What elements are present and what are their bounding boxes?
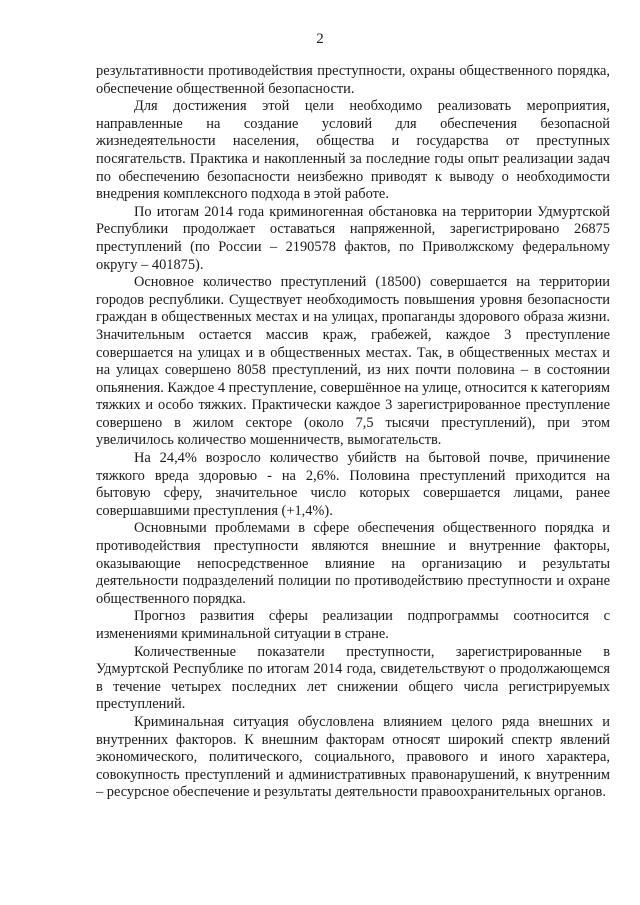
paragraph-continuation: результативности противодействия преступности, охраны общественного порядка, обеспечение общественной безопасности.	[96, 63, 610, 97]
paragraph-goal: Для достижения этой цели необходимо реализовать мероприятия, направленные на создание условий для обеспечения безопасной жизнедеятельности населения, общества и государства от преступных посягательств. Практика и накопленный за последние годы опыт реализации задач по обеспечению безопасности неизбежно приводят к выводу о необходимости внедрения комплексного подхода в этой работе.	[96, 98, 610, 203]
paragraph-quantitative-indicators: Количественные показатели преступности, зарегистрированные в Удмуртской Республике по итогам 2014 года, свидетельствуют о продолжающемся в течение четырех последних лет снижении общего числа регистрируемых преступлений.	[96, 643, 610, 713]
paragraph-forecast: Прогноз развития сферы реализации подпрограммы соотносится с изменениями криминальной ситуации в стране.	[96, 608, 610, 642]
paragraph-domestic-crimes: На 24,4% возросло количество убийств на бытовой почве, причинение тяжкого вреда здоровью - на 2,6%. Половина преступлений приходится на бытовую сферу, значительное число которых совершается лицами, ранее совершавшими преступления (+1,4%).	[96, 450, 610, 519]
paragraph-2014-results: По итогам 2014 года криминогенная обстановка на территории Удмуртской Республики продолжает оставаться напряженной, зарегистрировано 26875 преступлений (по России – 2190578 фактов, по Приволжскому федеральному округу – 401875).	[96, 203, 610, 273]
paragraph-city-crimes: Основное количество преступлений (18500) совершается на территории городов республики. Существует необходимость повышения уровня безопасности граждан в общественных местах и на улицах, пропаганды здорового образа жизни. Значительным остается массив краж, грабежей, каждое 3 преступление совершается на улицах и в общественных местах. Так, в общественных местах и на улицах совершено 8058 преступлений, из них почти половина – в состоянии опьянения. Каждое 4 преступление, совершённое на улице, относится к категориям тяжких и особо тяжких. Практически каждое 3 зарегистрированное преступление совершено в жилом секторе (около 7,5 тысячи преступлений), при этом увеличилось количество мошенничеств, вымогательств.	[96, 274, 610, 449]
document-body	[96, 63, 610, 802]
page-number: 2	[316, 31, 324, 47]
paragraph-criminal-situation: Криминальная ситуация обусловлена влиянием целого ряда внешних и внутренних факторов. К внешним факторам относят широкий спектр явлений экономического, политического, социального, правового и иного характера, совокупность преступлений и административных правонарушений, к внутренним – ресурсное обеспечение и результаты деятельности правоохранительных органов.	[96, 713, 610, 801]
paragraph-main-problems: Основными проблемами в сфере обеспечения общественного порядка и противодействия преступности являются внешние и внутренние факторы, оказывающие непосредственное влияние на организацию и результаты деятельности подразделений полиции по противодействию преступности и охране общественного порядка.	[96, 520, 610, 607]
